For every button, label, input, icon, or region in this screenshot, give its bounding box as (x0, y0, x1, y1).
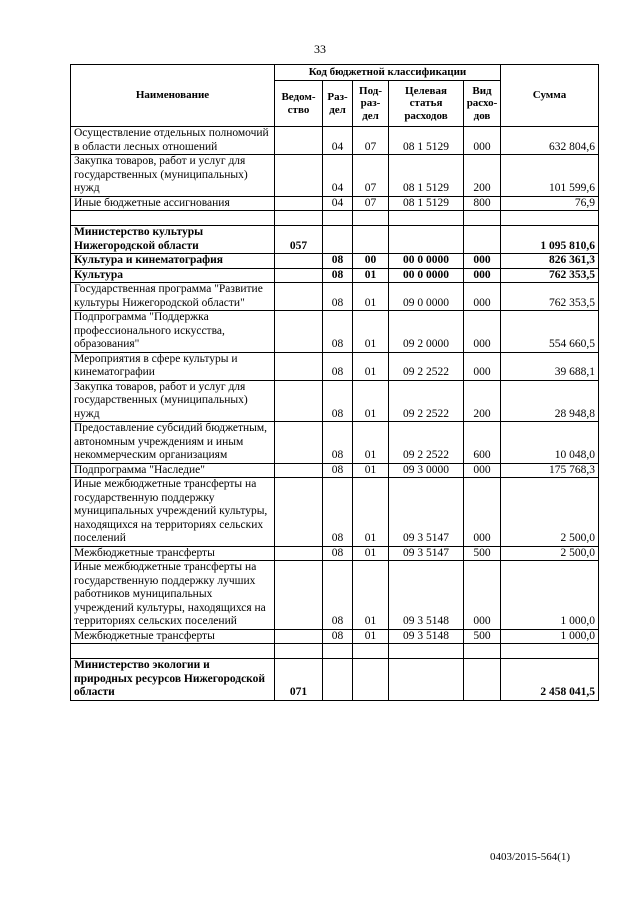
cell-podrazdel: 01 (353, 268, 389, 283)
cell-ved (275, 155, 323, 197)
table-cell (275, 644, 323, 659)
table-row (71, 561, 599, 630)
cell-csr (389, 659, 464, 701)
cell-name: Иные бюджетные ассигнования (71, 196, 275, 211)
header-name: Наименование (71, 65, 275, 127)
cell-summa: 1 095 810,6 (501, 226, 599, 254)
cell-summa: 76,9 (501, 196, 599, 211)
cell-vid: 500 (464, 629, 501, 644)
table-cell (464, 644, 501, 659)
header-razdel: Раз-дел (323, 81, 353, 127)
table-cell (275, 211, 323, 226)
cell-summa: 175 768,3 (501, 463, 599, 478)
cell-ved (275, 422, 323, 464)
cell-ved (275, 352, 323, 380)
cell-csr: 08 1 5129 (389, 196, 464, 211)
cell-name: Культура (71, 268, 275, 283)
cell-summa: 762 353,5 (501, 283, 599, 311)
table-cell (464, 211, 501, 226)
cell-razdel: 08 (323, 352, 353, 380)
cell-podrazdel: 01 (353, 546, 389, 561)
cell-vid: 800 (464, 196, 501, 211)
cell-ved (275, 283, 323, 311)
table-row (71, 155, 599, 197)
cell-ved (275, 196, 323, 211)
cell-razdel: 08 (323, 422, 353, 464)
table-row (71, 546, 599, 561)
cell-summa: 2 458 041,5 (501, 659, 599, 701)
cell-ved (275, 254, 323, 269)
cell-podrazdel: 07 (353, 127, 389, 155)
cell-name: Осуществление отдельных полномочий в области лесных отношений (71, 127, 275, 155)
cell-ved (275, 127, 323, 155)
cell-podrazdel: 01 (353, 311, 389, 353)
cell-name: Подпрограмма "Наследие" (71, 463, 275, 478)
table-cell (389, 211, 464, 226)
cell-vid (464, 659, 501, 701)
cell-summa: 101 599,6 (501, 155, 599, 197)
cell-csr (389, 226, 464, 254)
header-vedomstvo: Ведом-ство (275, 81, 323, 127)
table-row (71, 659, 599, 701)
cell-name: Межбюджетные трансферты (71, 546, 275, 561)
cell-vid: 000 (464, 463, 501, 478)
cell-razdel: 08 (323, 561, 353, 630)
cell-csr: 08 1 5129 (389, 155, 464, 197)
cell-vid: 000 (464, 127, 501, 155)
cell-razdel: 04 (323, 155, 353, 197)
cell-razdel (323, 659, 353, 701)
table-row (71, 254, 599, 269)
cell-summa: 1 000,0 (501, 561, 599, 630)
cell-csr: 09 0 0000 (389, 283, 464, 311)
header-podrazdel: Под-раз-дел (353, 81, 389, 127)
cell-csr: 00 0 0000 (389, 268, 464, 283)
cell-vid: 600 (464, 422, 501, 464)
cell-csr: 08 1 5129 (389, 127, 464, 155)
cell-csr: 09 2 2522 (389, 422, 464, 464)
table-cell (353, 644, 389, 659)
cell-csr: 09 3 5148 (389, 561, 464, 630)
cell-csr: 09 3 5148 (389, 629, 464, 644)
table-cell (323, 644, 353, 659)
cell-vid: 000 (464, 352, 501, 380)
cell-razdel: 08 (323, 283, 353, 311)
cell-name: Иные межбюджетные трансферты на государственную поддержку лучших работников муниципальных учреждений культуры, находящихся на территориях сельских поселений (71, 561, 275, 630)
cell-name: Государственная программа "Развитие культуры Нижегородской области" (71, 283, 275, 311)
cell-ved (275, 311, 323, 353)
cell-csr: 09 3 0000 (389, 463, 464, 478)
cell-vid: 200 (464, 380, 501, 422)
cell-name: Культура и кинематография (71, 254, 275, 269)
table-row (71, 380, 599, 422)
cell-summa: 1 000,0 (501, 629, 599, 644)
cell-vid: 000 (464, 561, 501, 630)
table-row (71, 127, 599, 155)
cell-razdel: 04 (323, 127, 353, 155)
cell-name: Закупка товаров, работ и услуг для государственных (муниципальных) нужд (71, 155, 275, 197)
cell-vid: 200 (464, 155, 501, 197)
cell-summa: 10 048,0 (501, 422, 599, 464)
cell-summa: 762 353,5 (501, 268, 599, 283)
cell-ved (275, 478, 323, 547)
cell-podrazdel: 01 (353, 478, 389, 547)
cell-podrazdel: 01 (353, 629, 389, 644)
cell-ved (275, 629, 323, 644)
cell-name: Межбюджетные трансферты (71, 629, 275, 644)
cell-summa: 2 500,0 (501, 478, 599, 547)
cell-podrazdel: 00 (353, 254, 389, 269)
cell-name: Иные межбюджетные трансферты на государственную поддержку муниципальных учреждений культуры, находящихся на территориях сельских поселений (71, 478, 275, 547)
cell-vid: 000 (464, 283, 501, 311)
table-row (71, 463, 599, 478)
table-row (71, 196, 599, 211)
header-sum: Сумма (501, 65, 599, 127)
table-row (71, 352, 599, 380)
cell-razdel: 08 (323, 380, 353, 422)
cell-name: Закупка товаров, работ и услуг для государственных (муниципальных) нужд (71, 380, 275, 422)
table-cell (71, 211, 275, 226)
cell-razdel: 08 (323, 254, 353, 269)
header-expense-type: Вид расхо-дов (464, 81, 501, 127)
table-cell (501, 644, 599, 659)
cell-razdel: 08 (323, 478, 353, 547)
cell-vid (464, 226, 501, 254)
cell-summa: 826 361,3 (501, 254, 599, 269)
table-row (71, 268, 599, 283)
cell-podrazdel: 01 (353, 422, 389, 464)
cell-csr: 09 2 0000 (389, 311, 464, 353)
cell-ved: 057 (275, 226, 323, 254)
cell-ved: 071 (275, 659, 323, 701)
cell-vid: 500 (464, 546, 501, 561)
cell-summa: 2 500,0 (501, 546, 599, 561)
cell-ved (275, 561, 323, 630)
cell-podrazdel: 01 (353, 352, 389, 380)
cell-podrazdel: 01 (353, 380, 389, 422)
cell-razdel: 04 (323, 196, 353, 211)
table-row (71, 422, 599, 464)
cell-podrazdel (353, 226, 389, 254)
table-row (71, 283, 599, 311)
table-body (71, 127, 599, 701)
cell-podrazdel: 01 (353, 463, 389, 478)
cell-vid: 000 (464, 311, 501, 353)
table-cell (71, 644, 275, 659)
table-cell (389, 644, 464, 659)
cell-podrazdel: 07 (353, 155, 389, 197)
table-row-spacer (71, 644, 599, 659)
cell-name: Министерство экологии и природных ресурсов Нижегородской области (71, 659, 275, 701)
table-row-spacer (71, 211, 599, 226)
cell-summa: 28 948,8 (501, 380, 599, 422)
cell-name: Подпрограмма "Поддержка профессионального искусства, образования" (71, 311, 275, 353)
cell-razdel (323, 226, 353, 254)
cell-vid: 000 (464, 254, 501, 269)
table-row (71, 629, 599, 644)
document-code: 0403/2015-564(1) (490, 851, 571, 863)
header-target-article: Целевая статья расходов (389, 81, 464, 127)
cell-podrazdel: 07 (353, 196, 389, 211)
cell-csr: 09 3 5147 (389, 478, 464, 547)
cell-name: Мероприятия в сфере культуры и кинематографии (71, 352, 275, 380)
cell-csr: 09 3 5147 (389, 546, 464, 561)
table-cell (501, 211, 599, 226)
cell-csr: 09 2 2522 (389, 380, 464, 422)
cell-razdel: 08 (323, 268, 353, 283)
cell-razdel: 08 (323, 546, 353, 561)
cell-ved (275, 380, 323, 422)
budget-table (70, 64, 599, 701)
cell-csr: 00 0 0000 (389, 254, 464, 269)
header-classification: Код бюджетной классификации (275, 65, 501, 81)
cell-name: Министерство культуры Нижегородской области (71, 226, 275, 254)
cell-podrazdel: 01 (353, 561, 389, 630)
table-cell (353, 211, 389, 226)
table-row (71, 311, 599, 353)
cell-name: Предоставление субсидий бюджетным, автономным учреждениям и иным некоммерческим организациям (71, 422, 275, 464)
cell-podrazdel (353, 659, 389, 701)
table-cell (323, 211, 353, 226)
cell-csr: 09 2 2522 (389, 352, 464, 380)
cell-vid: 000 (464, 478, 501, 547)
cell-summa: 554 660,5 (501, 311, 599, 353)
cell-summa: 39 688,1 (501, 352, 599, 380)
cell-vid: 000 (464, 268, 501, 283)
cell-ved (275, 463, 323, 478)
page-number: 33 (314, 42, 326, 56)
table-row (71, 226, 599, 254)
cell-summa: 632 804,6 (501, 127, 599, 155)
cell-ved (275, 546, 323, 561)
cell-podrazdel: 01 (353, 283, 389, 311)
cell-razdel: 08 (323, 311, 353, 353)
cell-ved (275, 268, 323, 283)
table-row (71, 478, 599, 547)
cell-razdel: 08 (323, 629, 353, 644)
cell-razdel: 08 (323, 463, 353, 478)
